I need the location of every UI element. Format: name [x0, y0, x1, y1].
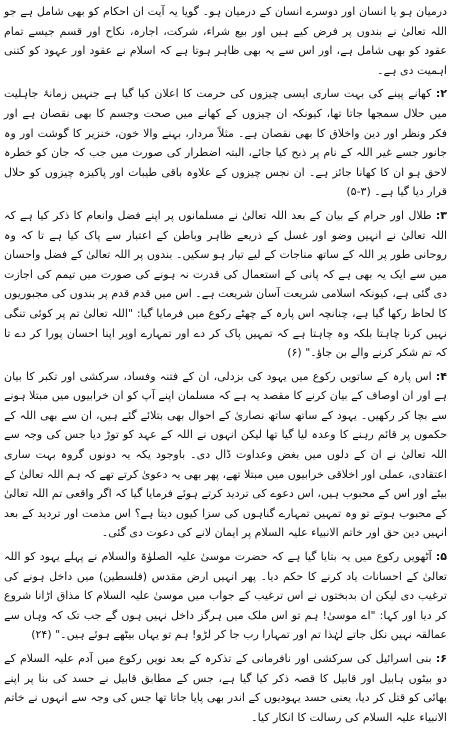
paragraph-number: ۲:	[435, 87, 447, 101]
paragraph-4	[4, 367, 447, 543]
paragraph-text: کھانے پینے کی بہت ساری ایسی چیزوں کی حرمت کا اعلان کیا گیا ہے جنہیں زمانۂ جاہلیت میں حلال سمجھا جاتا تھا، کیونکہ ان چیزوں کے کھانے میں صحت وجسم کا بھی نقصان ہے اور فکر ونظر اور دین واخلاق کا بھی نقصان ہے۔ مثلاً مردار، بہنے والا خون، خنزیر کا گوشت اور وہ جانور جسے غیر اللہ کے نام پر ذبح کیا جائے، البتہ اضطرار کی صورت میں جب کہ جان کو خطرہ لاحق ہو ان کا کھانا جائز ہے۔ ان نجس چیزوں کے علاوہ باقی طیبات اور پاکیزہ چیزوں کو حلال قرار دیا گیا ہے۔ (۳-۵)	[4, 87, 447, 199]
paragraph-5	[4, 547, 447, 645]
paragraph-3	[4, 206, 447, 363]
paragraph-text: درمیان ہو یا انسان اور دوسرے انسان کے درمیان ہو۔ گویا یہ آیت ان احکام کو بھی شامل ہے جو اللہ تعالیٰ نے بندوں پر فرض کیے ہیں اور بیع شراء، شرکت، اجارہ، نکاح اور قسم جیسے تمام عقود کو بھی شامل ہے، اور اس سے یہ بھی ظاہر ہوتا ہے کہ اسلام نے عقود اور عہود کو کتنی اہمیت دی ہے۔	[4, 5, 447, 77]
paragraph-6	[4, 649, 447, 727]
paragraph-text: بنی اسرائیل کی سرکشی اور نافرمانی کے تذکرہ کے بعد نویں رکوع میں آدم علیہ السلام کے دو بیٹوں ہابیل اور قابیل کا قصہ ذکر کیا گیا ہے، جس کے مطابق قابیل نے حسد کی بنا پر اپنے بھائی کو قتل کر دیا، یعنی حسد یہودیوں کے اندر بھی پایا جاتا تھا جس کی وجہ سے انہوں نے خاتم الانبیاء علیہ السلام کی رسالت کا انکار کیا۔	[4, 652, 447, 724]
paragraph-intro	[4, 2, 447, 80]
paragraph-text: اس پارہ کے ساتویں رکوع میں یہود کی بزدلی، ان کے فتنہ وفساد، سرکشی اور تکبر کا بیان ہے اور ان اوصاف کے بیان کرنے کا مقصد یہ ہے کہ مسلمان اپنے آپ کو ان خرابیوں میں مبتلا ہونے سے بچا کر رکھیں۔ یہود کے ساتھ ساتھ نصاریٰ کے احوال بھی بتلائے گئے ہیں، ان سے بھی اللہ کے حکموں پر قائم رہنے کا وعدہ لیا گیا تھا لیکن انہوں نے اللہ کے عہد کو توڑ دیا جس کی وجہ سے اللہ تعالیٰ نے ان کے دلوں میں بغض وعداوت ڈال دی۔ باوجود یکہ یہ دونوں گروہ بہت ساری اعتقادی، عملی اور اخلاقی خرابیوں میں مبتلا تھے، پھر بھی یہ دعویٰ کرتے تھے کہ ہم اللہ تعالیٰ کے بیٹے اور اس کے محبوب ہیں، اس دعوے کی تردید کرتے ہوئے فرمایا گیا کہ اگر واقعی تم اللہ تعالیٰ کے محبوب ہوتے تو وہ تمہیں تمہارے گناہوں کی سزا کیوں دیتا ہے؟ اس مذمت اور تردید کے بعد انہیں دین حق اور خاتم الانبیاء علیہ السلام پر ایمان لانے کی دعوت دی گئی۔	[3, 369, 447, 540]
paragraph-number: ۵:	[435, 550, 448, 564]
paragraph-2	[4, 84, 447, 202]
paragraph-number: ۳:	[435, 208, 448, 222]
paragraph-text: آٹھویں رکوع میں یہ بتایا گیا ہے کہ حضرت موسیٰ علیہ الصلوٰۃ والسلام نے پہلے یہود کو اللہ تعالیٰ کے احسانات یاد کرنے کا حکم دیا۔ پھر انہیں ارض مقدس (فلسطین) میں داخل ہونے کی ترغیب دی لیکن ان بدبختوں نے اس ترغیب کے جواب میں موسیٰ علیہ السلام کا مذاق اڑانا شروع کر دیا اور کہا: "اے موسیٰ! ہم تو اس ملک میں ہرگز داخل نہیں ہوں گے جب تک کہ وہاں سے عمالقہ نہیں نکل جاتے لہٰذا تم اور تمہارا رب جا کر لڑو! ہم تو یہاں بیٹھے ہوئے ہیں۔" (۲۴)	[4, 550, 447, 642]
paragraph-number: ۶:	[435, 652, 447, 665]
paragraph-text: طلال اور حرام کے بیان کے بعد اللہ تعالیٰ نے مسلمانوں پر اپنے فضل وانعام کا ذکر کیا ہے کہ اللہ تعالیٰ نے انہیں وضو اور غسل کے ذریعے ظاہر وباطن کے اعتبار سے پاک کیا ہے تا کہ وہ روحانی طور پر اللہ کے ساتھ مناجات کے لیے تیار ہو سکیں۔ بندوں پر اللہ تعالیٰ کے فضل واحسان میں سے ایک یہ بھی ہے کہ پانی کے استعمال کی قدرت نہ ہونے کی صورت میں تیمم کی اجازت دی گئی ہے، کیونکہ اسلامی شریعت آسان شریعت ہے۔ اس میں قدم قدم پر بندوں کی مجبوریوں کا لحاظ رکھا گیا ہے، چنانچہ اس پارہ کے چھٹے رکوع میں فرمایا گیا: "اللہ تعالیٰ تم پر کوئی تنگی نہیں کرنا چاہتا بلکہ وہ چاہتا ہے کہ تمہیں پاک کر دے اور تمہارے اوپر اپنا احسان پورا کر دے تا کہ تم شکر کرنے والے بن جاؤ۔" (۶)	[4, 208, 447, 360]
paragraph-number: ۴:	[435, 369, 448, 383]
